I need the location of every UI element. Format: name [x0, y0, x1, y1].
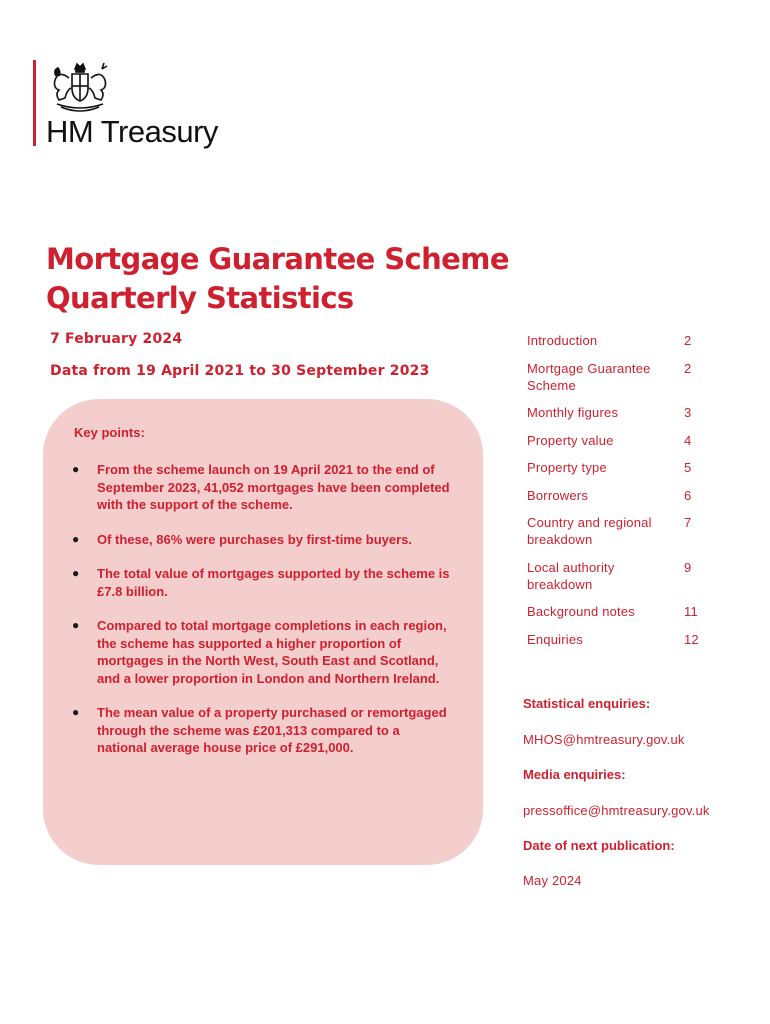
toc-label: Property type: [527, 460, 607, 475]
toc-page: 11: [684, 604, 698, 619]
key-point: [70, 531, 450, 549]
table-of-contents: [527, 332, 702, 658]
key-point-text: The total value of mortgages supported by the scheme is £7.8 billion.: [97, 566, 450, 599]
toc-item-background-notes[interactable]: [527, 603, 702, 631]
bullet-icon: ●: [72, 566, 80, 580]
toc-label: Borrowers: [527, 487, 589, 503]
toc-item-borrowers[interactable]: [527, 487, 702, 515]
title-line-1: Mortgage Guarantee Scheme: [46, 242, 509, 276]
bullet-icon: ●: [72, 531, 80, 546]
toc-label: Mortgage Guarantee Scheme: [527, 360, 651, 393]
toc-item-mortgage-guarantee-scheme[interactable]: [527, 360, 702, 405]
toc-page: 2: [684, 333, 692, 348]
key-point: [70, 565, 450, 600]
key-point: [70, 617, 450, 687]
royal-coat-of-arms-icon: [47, 60, 113, 114]
key-point: [70, 704, 450, 757]
key-point-text: Compared to total mortgage completions in each region, the scheme has supported a higher proportion of mortgages in the North West, South East and Scotland, and a lower proportion in London and Northern Ireland.: [97, 618, 447, 686]
toc-label: Monthly figures: [527, 405, 619, 420]
title-line-2: Quarterly Statistics: [46, 281, 354, 315]
publication-date: 7 February 2024: [50, 331, 183, 347]
next-publication-heading: Date of next publication:: [523, 838, 675, 853]
statistical-enquiries-heading: Statistical enquiries:: [523, 696, 651, 711]
toc-page: 6: [684, 487, 692, 503]
key-point-text: From the scheme launch on 19 April 2021 to the end of September 2023, 41,052 mortgages have been completed with the support of the scheme.: [97, 462, 450, 512]
toc-item-introduction[interactable]: [527, 332, 702, 360]
statistical-enquiries-email[interactable]: MHOS@hmtreasury.gov.uk: [523, 732, 685, 747]
toc-page: 9: [684, 559, 692, 575]
toc-item-monthly-figures[interactable]: [527, 404, 702, 432]
key-point: [70, 461, 450, 514]
key-points-heading: Key points:: [74, 425, 145, 440]
toc-item-property-value[interactable]: [527, 432, 702, 460]
toc-item-enquiries[interactable]: [527, 631, 702, 659]
toc-label: Country and regional breakdown: [527, 515, 652, 547]
key-point-text: The mean value of a property purchased or remortgaged through the scheme was £201,313 compared to a national average house price of £291,000.: [97, 705, 447, 755]
bullet-icon: ●: [72, 618, 80, 632]
organisation-name: HM Treasury: [46, 114, 218, 149]
toc-item-country-regional[interactable]: [527, 514, 702, 559]
toc-item-property-type[interactable]: [527, 459, 702, 487]
toc-label: Local authority breakdown: [527, 559, 615, 592]
media-enquiries-heading: Media enquiries:: [523, 767, 626, 782]
key-points-list: [70, 461, 450, 774]
toc-page: 7: [684, 515, 692, 530]
document-title: [46, 240, 516, 318]
toc-label: Property value: [527, 432, 614, 448]
toc-page: 3: [684, 405, 692, 420]
toc-page: 4: [684, 432, 692, 448]
media-enquiries-email[interactable]: pressoffice@hmtreasury.gov.uk: [523, 803, 710, 818]
next-publication-date: May 2024: [523, 873, 582, 888]
toc-page: 2: [684, 360, 692, 376]
key-points-box: [43, 399, 483, 865]
bullet-icon: ●: [72, 705, 80, 719]
toc-label: Enquiries: [527, 631, 583, 647]
toc-item-local-authority[interactable]: [527, 559, 702, 604]
toc-page: 12: [684, 631, 699, 647]
bullet-icon: ●: [72, 462, 80, 476]
toc-label: Background notes: [527, 604, 635, 619]
toc-page: 5: [684, 460, 692, 475]
key-point-text: Of these, 86% were purchases by first-time buyers.: [97, 531, 413, 547]
data-range: Data from 19 April 2021 to 30 September 2023: [50, 363, 430, 379]
toc-label: Introduction: [527, 333, 598, 348]
brand-rule: [33, 60, 36, 146]
